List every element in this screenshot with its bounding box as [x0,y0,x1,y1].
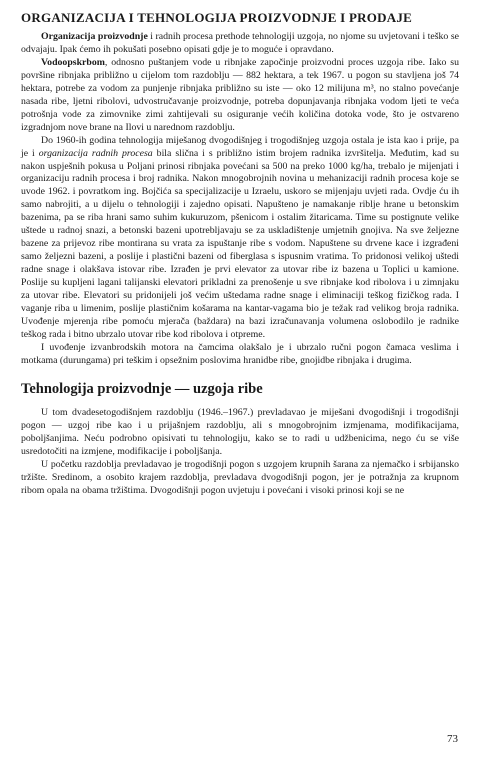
bold-lead-term: Organizacija proizvodnje [41,31,148,42]
paragraph-text: i radnih procesa prethode tehnologiji uzgoja, no njome su uvjetovani i teško se odvajaju. Ipak ćemo ih pokušati posebno opisati gdje je to moguće i opravdano. [21,31,459,55]
page-running-title: ORGANIZACIJA I TEHNOLOGIJA PROIZVODNJE I PRODAJE [21,10,413,25]
page-number: 73 [447,733,458,745]
bold-lead-term: Vodoopskrbom [41,56,105,68]
paragraph-razdoblje [21,407,459,459]
italic-term: organizacija radnih procesa [38,147,153,159]
paragraph-text-start: Do 1960-ih godina tehnologija miješanog dvogodišnjeg i trogodišnjeg uzgoja ostala je ista kao i prije, pa je i [21,134,459,159]
paragraph-motori [21,342,459,368]
paragraph-text: U početku razdoblja prevladavao je trogodišnji pogon s uzgojem krupnih šarana za njemačko i srbijansko tržište. Sredinom, a osobito krajem razdoblja, prevladava dvogodišnji pogon, jer je potražnja za krupnom ribom opala na obama tržištima. Dvogodišnji pogon uvjetuju i povećani i visoki prinosi koji se ne [21,458,459,496]
paragraph-text: bila slična i s približno istim brojem radnika izvršitelja. Međutim, kad su nakon uspješnih pokusa u Poljani prinosi ribnjaka povećani sa 500 na preko 1000 kg/ha, trebalo je mijenjati i organizaciju radnih procesa i broj radnika. Nakon mnogobrojnih novina u mehanizaciji radnih procesa koje se uvode 1962. i povratkom ing. Bojčića sa specijalizacije u Izraelu, uskoro se mijenjaju uvjeti rada. Ovdje ću ih samo nabrojiti, a u dijelu o tehnologiji i zajedno opisati. Napušteno je namakanje riblje hrane u betonskim bazenima, pa se riba hrani samo suhim kukuruzom, pšenicom i ostalim žitaricama. Time su postignute velike uštede u radnoj snazi, a betonski bazeni upotrebljavaju se za uskladištenje umjetnih gnojiva. Na sve željezne bazene za prijevoz ribe montirana su vrata za ispuštanje ribe s vodom. Napuštene su drvene kace i izgrađeni samo željezni bazeni, a poslije i plastični bazeni od fiberglasa s ispusnim vratima. To pridonosi velikoj uštedi radne snage i olakšava istovar ribe. Izrađen je prvi elevator za utovar ribe iz bazena u Toplici u kamione. Poslije su kupljeni lagani talijanski elevatori prikladni za prenošenje u sve ribnjake kod ribolova i u zimnjaku za utovar ribe. Elevatori su pridonijeli još većim uštedama radne snage i eliminaciji teškog fizičkog rada. I vaganje riba u limenim, poslije plastičnim košarama na kantar-vagama bio je težak rad velikog broja radnika. Uvođenje mjerenja ribe pomoću mjerača (baždara) na bazi izračunavanja volumena oslobodilo je radnike teškog rada i bitno ubrzalo utovar ribe kod ribolova i otpreme. [21,147,459,340]
paragraph-radni-procesi [21,135,459,342]
paragraph-text: U tom dvadesetogodišnjem razdoblju (1946.–1967.) prevladavao je miješani dvogodišnji i trogodišnji pogon — uzgoj ribe kao i u prijašnjem razdoblju, ali s mnogobrojnim izmjenama, modifikacijama, poboljšanjima. Neću podrobno opisivati tu tehnologiju, kako se to radi u udžbenicima, nego ću se više usredotočiti na izmjene, modifikacije i poboljšanja. [21,406,459,457]
paragraph-text: I uvođenje izvanbrodskih motora na čamcima olakšalo je i ubrzalo ručni pogon čamaca veslima i motkama (durungama) pri teškim i opsežnim poslovima hranidbe ribe, gnojidbe ribnjaka i drugima. [21,341,459,366]
section-heading-tehnologija: Tehnologija proizvodnje — uzgoja ribe [21,380,263,397]
paragraph-text: , odnosno puštanjem vode u ribnjake započinje proizvodni proces uzgoja ribe. Iako su površine ribnjaka približno u cijelom tom razdoblju — 882 hektara, a tek 1967. u pogon su stavljena još 74 hektara, potrebe za vodom za punjenje ribnjaka približno su iste — oko 12 milijuna m³, no stalno povećanje nasada ribe, ljetni ribolovi, udvostručavanje proizvodnje, potreba dopunjavanja ribnjaka vodom ljeti te veća potrošnja vode za zimovnike zimi zahtijevali su osiguranje većih količina dotoka vode, što je ostvareno izgradnjom nove brane na Ilovi u narednom razdoblju. [21,56,459,133]
paragraph-organizacija [21,31,459,57]
paragraph-trogodisnji-pogon [21,459,459,498]
paragraph-vodoopskrba [21,57,459,135]
